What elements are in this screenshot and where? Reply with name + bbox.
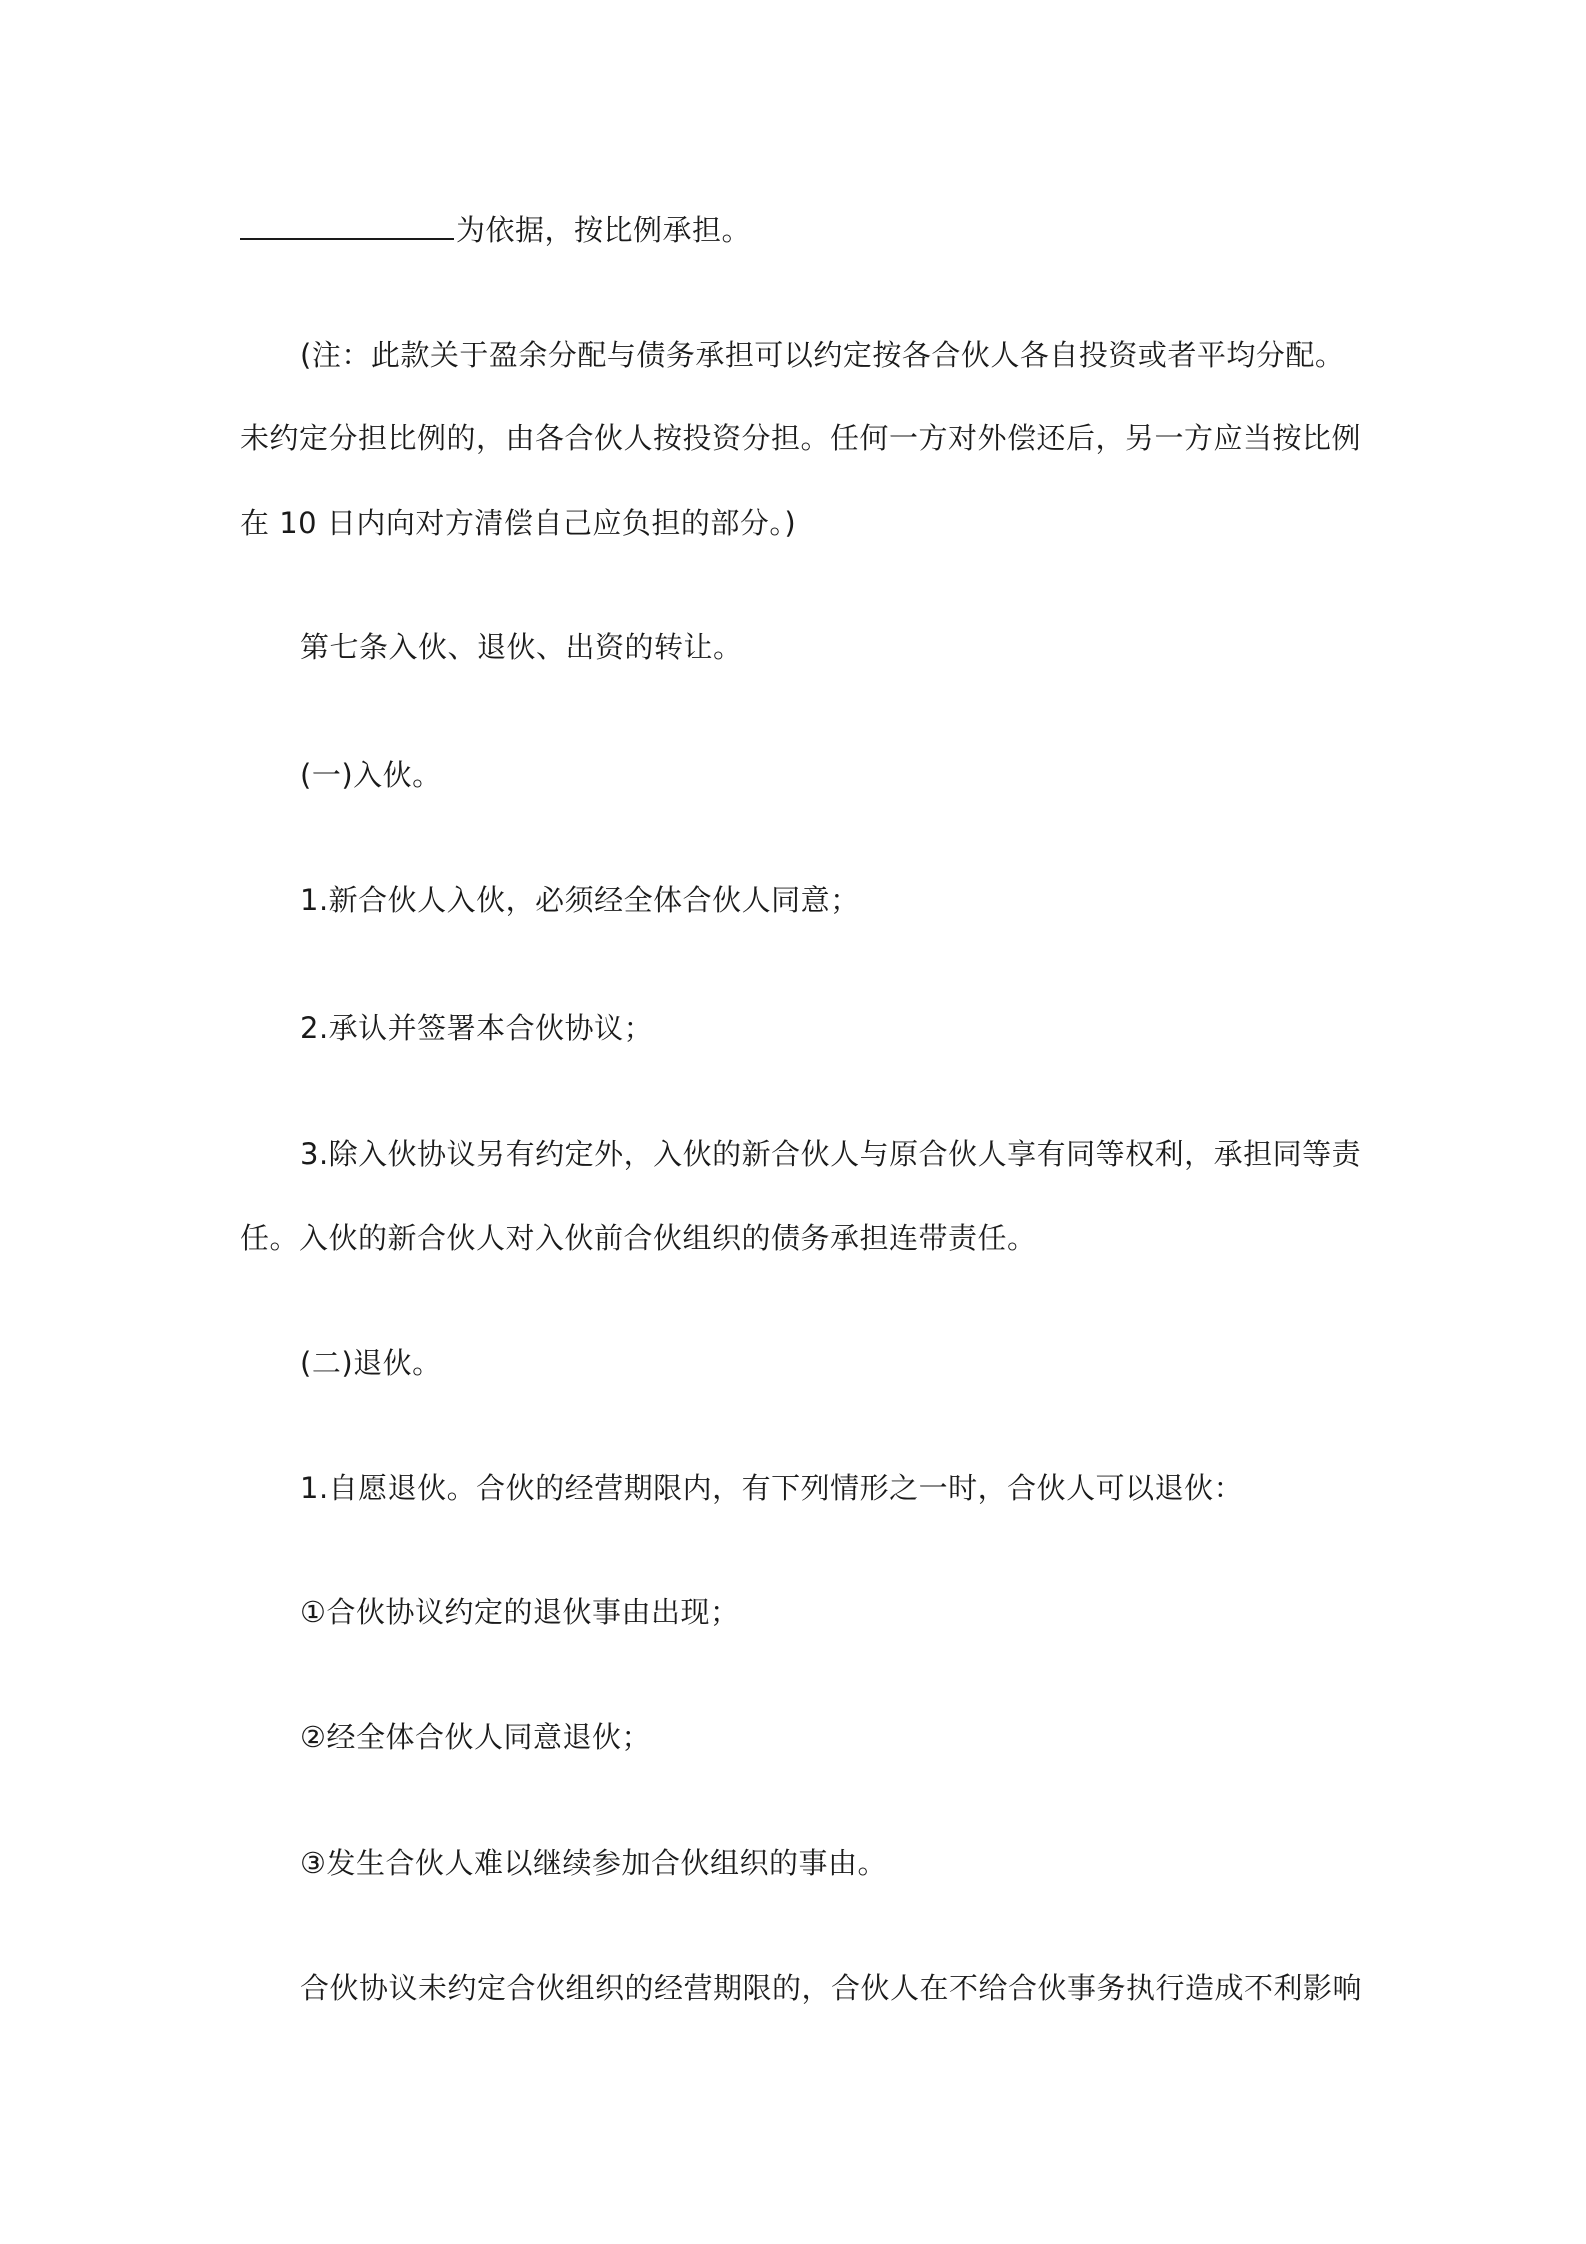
section-withdraw-title: (二)退伙。 xyxy=(300,1346,442,1380)
note-line-3: 在 10 日内向对方清偿自己应负担的部分。) xyxy=(240,506,797,540)
join-item-2: 2.承认并签署本合伙协议； xyxy=(300,1011,654,1045)
join-item-3-line-1: 3.除入伙协议另有约定外，入伙的新合伙人与原合伙人享有同等权利，承担同等责 xyxy=(300,1137,1362,1171)
paragraph-basis-text: 为依据，按比例承担。 xyxy=(456,213,752,247)
withdraw-sub-1: ①合伙协议约定的退伙事由出现； xyxy=(300,1595,740,1629)
withdraw-item-1: 1.自愿退伙。合伙的经营期限内，有下列情形之一时，合伙人可以退伙： xyxy=(300,1471,1244,1505)
paragraph-basis xyxy=(240,210,1360,250)
join-item-3-line-2: 任。入伙的新合伙人对入伙前合伙组织的债务承担连带责任。 xyxy=(240,1221,1037,1255)
note-line-1: (注：此款关于盈余分配与债务承担可以约定按各合伙人各自投资或者平均分配。 xyxy=(300,338,1345,372)
withdraw-sub-3: ③发生合伙人难以继续参加合伙组织的事由。 xyxy=(300,1846,887,1880)
note-line-2: 未约定分担比例的，由各合伙人按投资分担。任何一方对外偿还后，另一方应当按比例 xyxy=(240,421,1362,455)
fill-in-blank xyxy=(240,212,454,240)
join-item-1: 1.新合伙人入伙，必须经全体合伙人同意； xyxy=(300,883,860,917)
section-join-title: (一)入伙。 xyxy=(300,758,442,792)
paragraph-last-line: 合伙协议未约定合伙组织的经营期限的，合伙人在不给合伙事务执行造成不利影响 xyxy=(300,1971,1363,2005)
withdraw-sub-2: ②经全体合伙人同意退伙； xyxy=(300,1720,651,1754)
article-7-title: 第七条入伙、退伙、出资的转让。 xyxy=(300,630,743,664)
